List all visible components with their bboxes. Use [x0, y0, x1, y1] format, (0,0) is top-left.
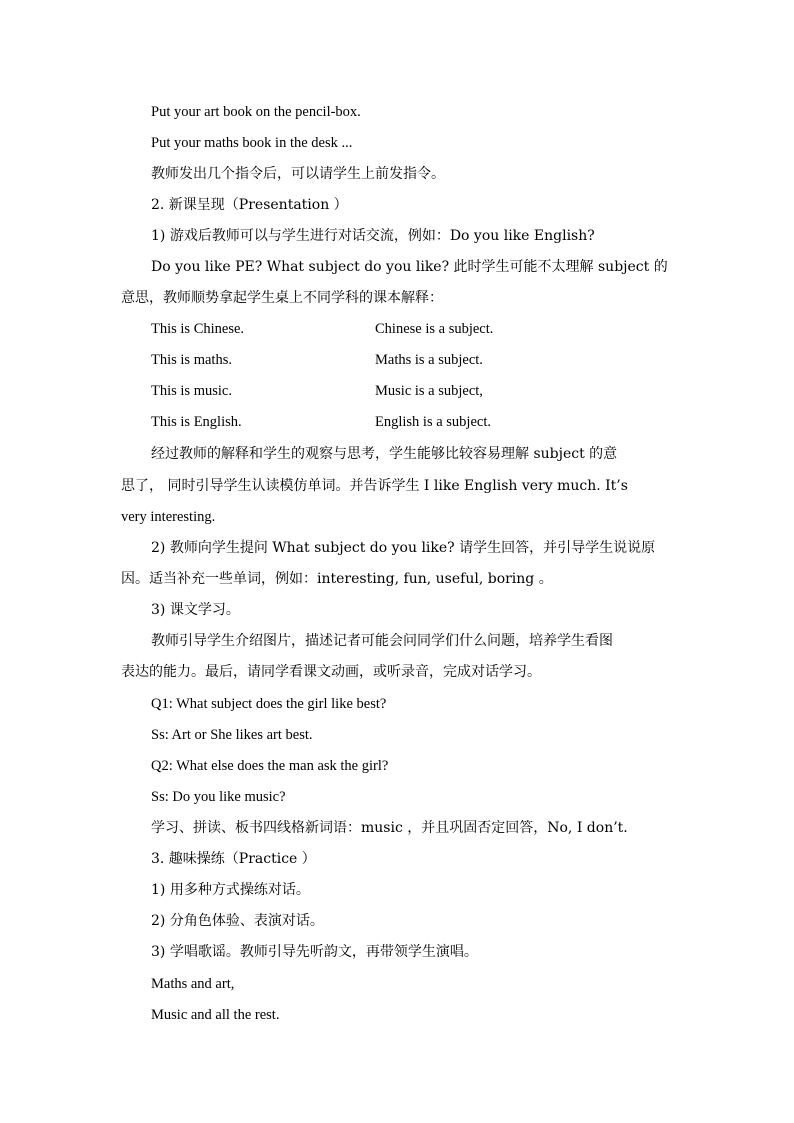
table-cell-right: Music is a subject, [375, 383, 483, 399]
chant-line-1: Maths and art, [151, 976, 235, 992]
list-item-text-study: 3) 课文学习。 [151, 602, 240, 618]
paragraph-picture-line1: 教师引导学生介绍图片，描述记者可能会问同学们什么问题，培养学生看图 [151, 633, 613, 649]
dialogue-q1: Q1: What subject does the girl like best? [151, 696, 387, 712]
table-cell-right: Maths is a subject. [375, 352, 483, 368]
dialogue-q2: Q2: What else does the man ask the girl? [151, 758, 389, 774]
table-cell-right: Chinese is a subject. [375, 321, 494, 337]
paragraph-explanation-line1: 经过教师的解释和学生的观察与思考，学生能够比较容易理解 subject 的意 [151, 446, 618, 462]
instruction-line-maths-book: Put your maths book in the desk ... [151, 135, 353, 151]
paragraph-subject-line2: 意思，教师顺势拿起学生桌上不同学科的课本解释： [121, 290, 443, 306]
list-item-practice-3: 3) 学唱歌谣。教师引导先听韵文，再带领学生演唱。 [151, 944, 478, 960]
paragraph-explanation-line3: very interesting. [121, 509, 216, 525]
dialogue-a2: Ss: Do you like music? [151, 789, 286, 805]
paragraph-teacher-commands: 教师发出几个指令后，可以请学生上前发指令。 [151, 166, 445, 182]
list-item-dialogue: 1) 游戏后教师可以与学生进行对话交流，例如：Do you like English? [151, 228, 595, 244]
list-item-practice-1: 1) 用多种方式操练对话。 [151, 882, 310, 898]
paragraph-new-words: 学习、拼读、板书四线格新词语：music ，并且巩固否定回答，No, I don’t. [151, 820, 628, 836]
table-cell-left: This is Chinese. [151, 321, 245, 337]
paragraph-picture-line2: 表达的能力。最后，请同学看课文动画，或听录音，完成对话学习。 [121, 664, 541, 680]
list-item-practice-2: 2) 分角色体验、表演对话。 [151, 913, 324, 929]
paragraph-explanation-line2: 思了， 同时引导学生认读模仿单词。并告诉学生 I like English very much. It’s [121, 478, 628, 494]
chant-line-2: Music and all the rest. [151, 1007, 280, 1023]
table-cell-left: This is English. [151, 414, 242, 430]
list-item-question-line2: 因。适当补充一些单词，例如：interesting, fun, useful, boring 。 [121, 571, 553, 587]
table-cell-left: This is maths. [151, 352, 232, 368]
paragraph-subject-line1: Do you like PE? What subject do you like? 此时学生可能不太理解 subject 的 [151, 259, 668, 275]
dialogue-a1: Ss: Art or She likes art best. [151, 727, 313, 743]
table-cell-right: English is a subject. [375, 414, 491, 430]
section-heading-presentation: 2. 新课呈现（Presentation ） [151, 197, 348, 213]
instruction-line-art-book: Put your art book on the pencil-box. [151, 104, 361, 120]
list-item-question-line1: 2) 教师向学生提问 What subject do you like? 请学生回答，并引导学生说说原 [151, 540, 656, 556]
section-heading-practice: 3. 趣味操练（Practice ） [151, 851, 316, 867]
table-cell-left: This is music. [151, 383, 232, 399]
